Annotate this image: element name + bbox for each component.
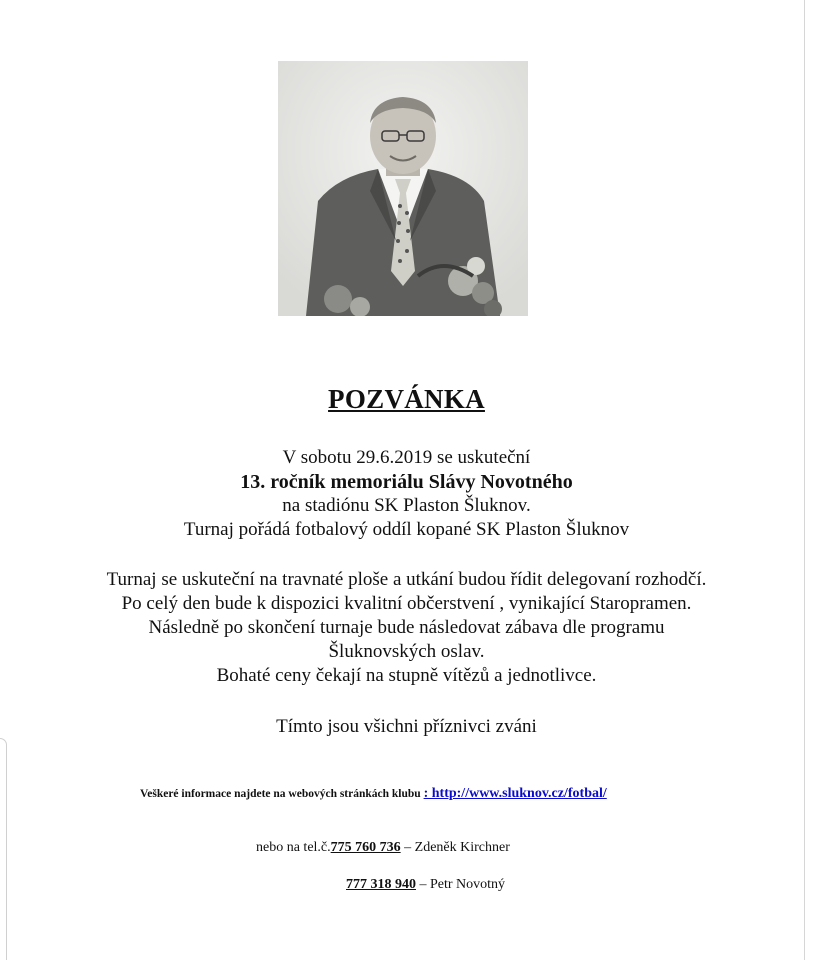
contact-name-2: – Petr Novotný [416,877,506,892]
details-line-1: Turnaj se uskuteční na travnaté ploše a utkání budou řídit delegovaní rozhodčí. [106,569,707,590]
details-line-4: Šluknovských oslav. [328,641,485,662]
event-venue-line: na stadiónu SK Plaston Šluknov. [282,495,531,516]
info-line [140,786,607,802]
club-website-link[interactable]: : http://www.sluknov.cz/fotbal/ [423,786,607,801]
contact-line-2 [346,877,505,893]
details-line-3: Následně po skončení turnaje bude následovat zábava dle programu [148,617,665,638]
phone-number-2[interactable]: 777 318 940 [346,877,416,892]
event-details [0,568,813,688]
event-intro [0,446,813,542]
contact-line-1 [256,840,510,856]
event-name-line: 13. ročník memoriálu Slávy Novotného [240,471,573,493]
event-organizer-line: Turnaj pořádá fotbalový oddíl kopané SK Plaston Šluknov [183,519,630,540]
details-line-5: Bohaté ceny čekají na stupně vítězů a jednotlivce. [216,665,597,686]
portrait-image [278,61,528,316]
phone-number-1[interactable]: 775 760 736 [330,840,401,855]
event-date-line: V sobotu 29.6.2019 se uskuteční [282,447,531,468]
contact-name-1: – Zdeněk Kirchner [400,840,510,855]
memorial-photo [278,61,528,316]
scroll-edge-mark [0,738,7,960]
info-text: Veškeré informace najdete na webových stránkách klubu [140,788,421,800]
contact-prefix: nebo na tel.č. [256,840,331,855]
details-line-2: Po celý den bude k dispozici kvalitní občerstvení , vynikající Staropramen. [121,593,692,614]
invitation-title: POZVÁNKA [328,384,485,414]
invite-line: Tímto jsou všichni příznivci zváni [276,716,537,737]
